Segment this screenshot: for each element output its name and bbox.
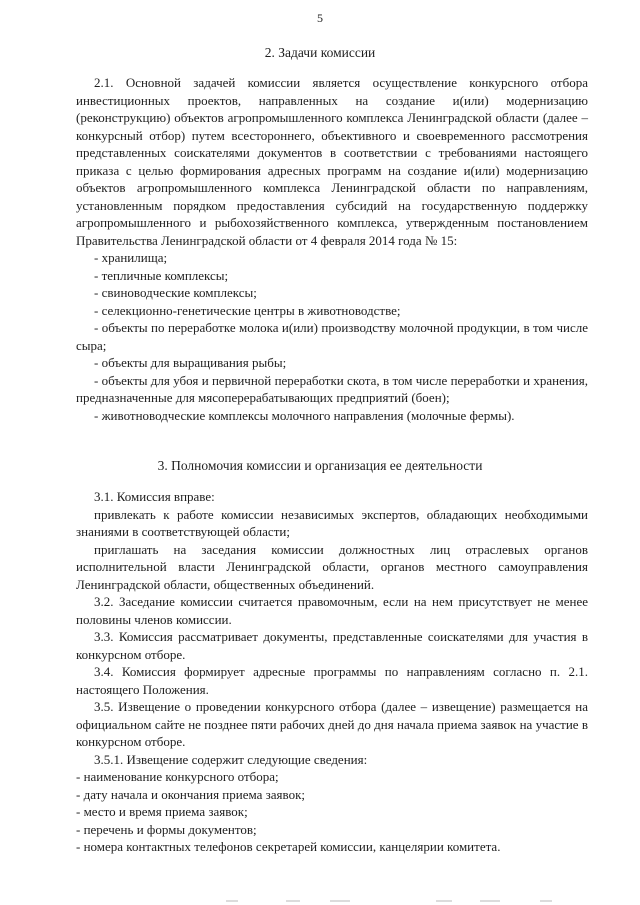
section-3-body [76,488,588,856]
paragraph-2-1: 2.1. Основной задачей комиссии является осуществление конкурсного отбора инвестиционных проектов, направленных на создание и(или) модернизацию (реконструкцию) объектов агропромышленного комплекса Ленинградской области (далее – конкурсный отбор) путем всестороннего, объективного и своевременного рассмотрения представленных соискателями документов в соответствии с требованиями настоящего приказа с целью формирования адресных программ на создание и(или) модернизацию объектов агропромышленного комплекса Ленинградской области по направлениям, установленным порядком предоставления субсидий на государственную поддержку агропромышленного и рыбохозяйственного комплекса, утвержденным постановлением Правительства Ленинградской области от 4 февраля 2014 года № 15: [76,75,588,248]
paragraph-3-5-1: 3.5.1. Извещение содержит следующие сведения: [94,751,368,767]
list-item: - тепличные комплексы; [94,267,229,283]
list-item: - объекты для выращивания рыбы; [94,355,287,370]
list-item: - животноводческие комплексы молочного направления (молочные фермы). [94,407,515,423]
list-item: - селекционно-генетические центры в животноводстве; [94,302,401,318]
list-item: - перечень и формы документов; [76,821,257,837]
list-item: - дату начала и окончания приема заявок; [76,786,305,802]
paragraph-3-1-b: приглашать на заседания комиссии должностных лиц отраслевых органов исполнительной власти Ленинградской области, органов местного самоуправления Ленинградской области, общественных объединений. [76,541,588,592]
list-item: - объекты для убоя и первичной переработки скота, в том числе переработки и хранения, предназначенные для мясоперерабатывающих предприятий (боен); [76,372,588,405]
paragraph-3-5: 3.5. Извещение о проведении конкурсного отбора (далее – извещение) размещается на официальном сайте не позднее пяти рабочих дней до дня начала приема заявок на участие в конкурсном отборе. [76,699,588,749]
section-2-body [76,74,588,424]
list-item: - свиноводческие комплексы; [94,285,257,300]
list-item: - объекты по переработке молока и(или) производству молочной продукции, в том числе сыра; [76,320,588,353]
paragraph-3-2: 3.2. Заседание комиссии считается правомочным, если на нем присутствует не менее половины членов комиссии. [76,594,588,627]
list-item: - наименование конкурсного отбора; [76,769,279,784]
list-item: - номера контактных телефонов секретарей комиссии, канцелярии комитета. [76,839,501,854]
paragraph-3-4: 3.4. Комиссия формирует адресные программы по направлениям согласно п. 2.1. настоящего Положения. [76,664,588,697]
paragraph-3-3: 3.3. Комиссия рассматривает документы, представленные соискателями для участия в конкурсном отборе. [76,629,588,662]
section-3-heading: 3. Полномочия комиссии и организация ее деятельности [157,458,483,473]
page-number: 5 [317,11,323,25]
list-item: - место и время приема заявок; [76,804,248,819]
paragraph-3-1-a: привлекать к работе комиссии независимых экспертов, обладающих необходимыми знаниями в соответствующей области; [76,506,588,539]
paragraph-3-1: 3.1. Комиссия вправе: [94,489,215,504]
section-2-heading: 2. Задачи комиссии [264,45,376,60]
scan-edge-marks [0,897,640,905]
list-item: - хранилища; [94,250,168,265]
